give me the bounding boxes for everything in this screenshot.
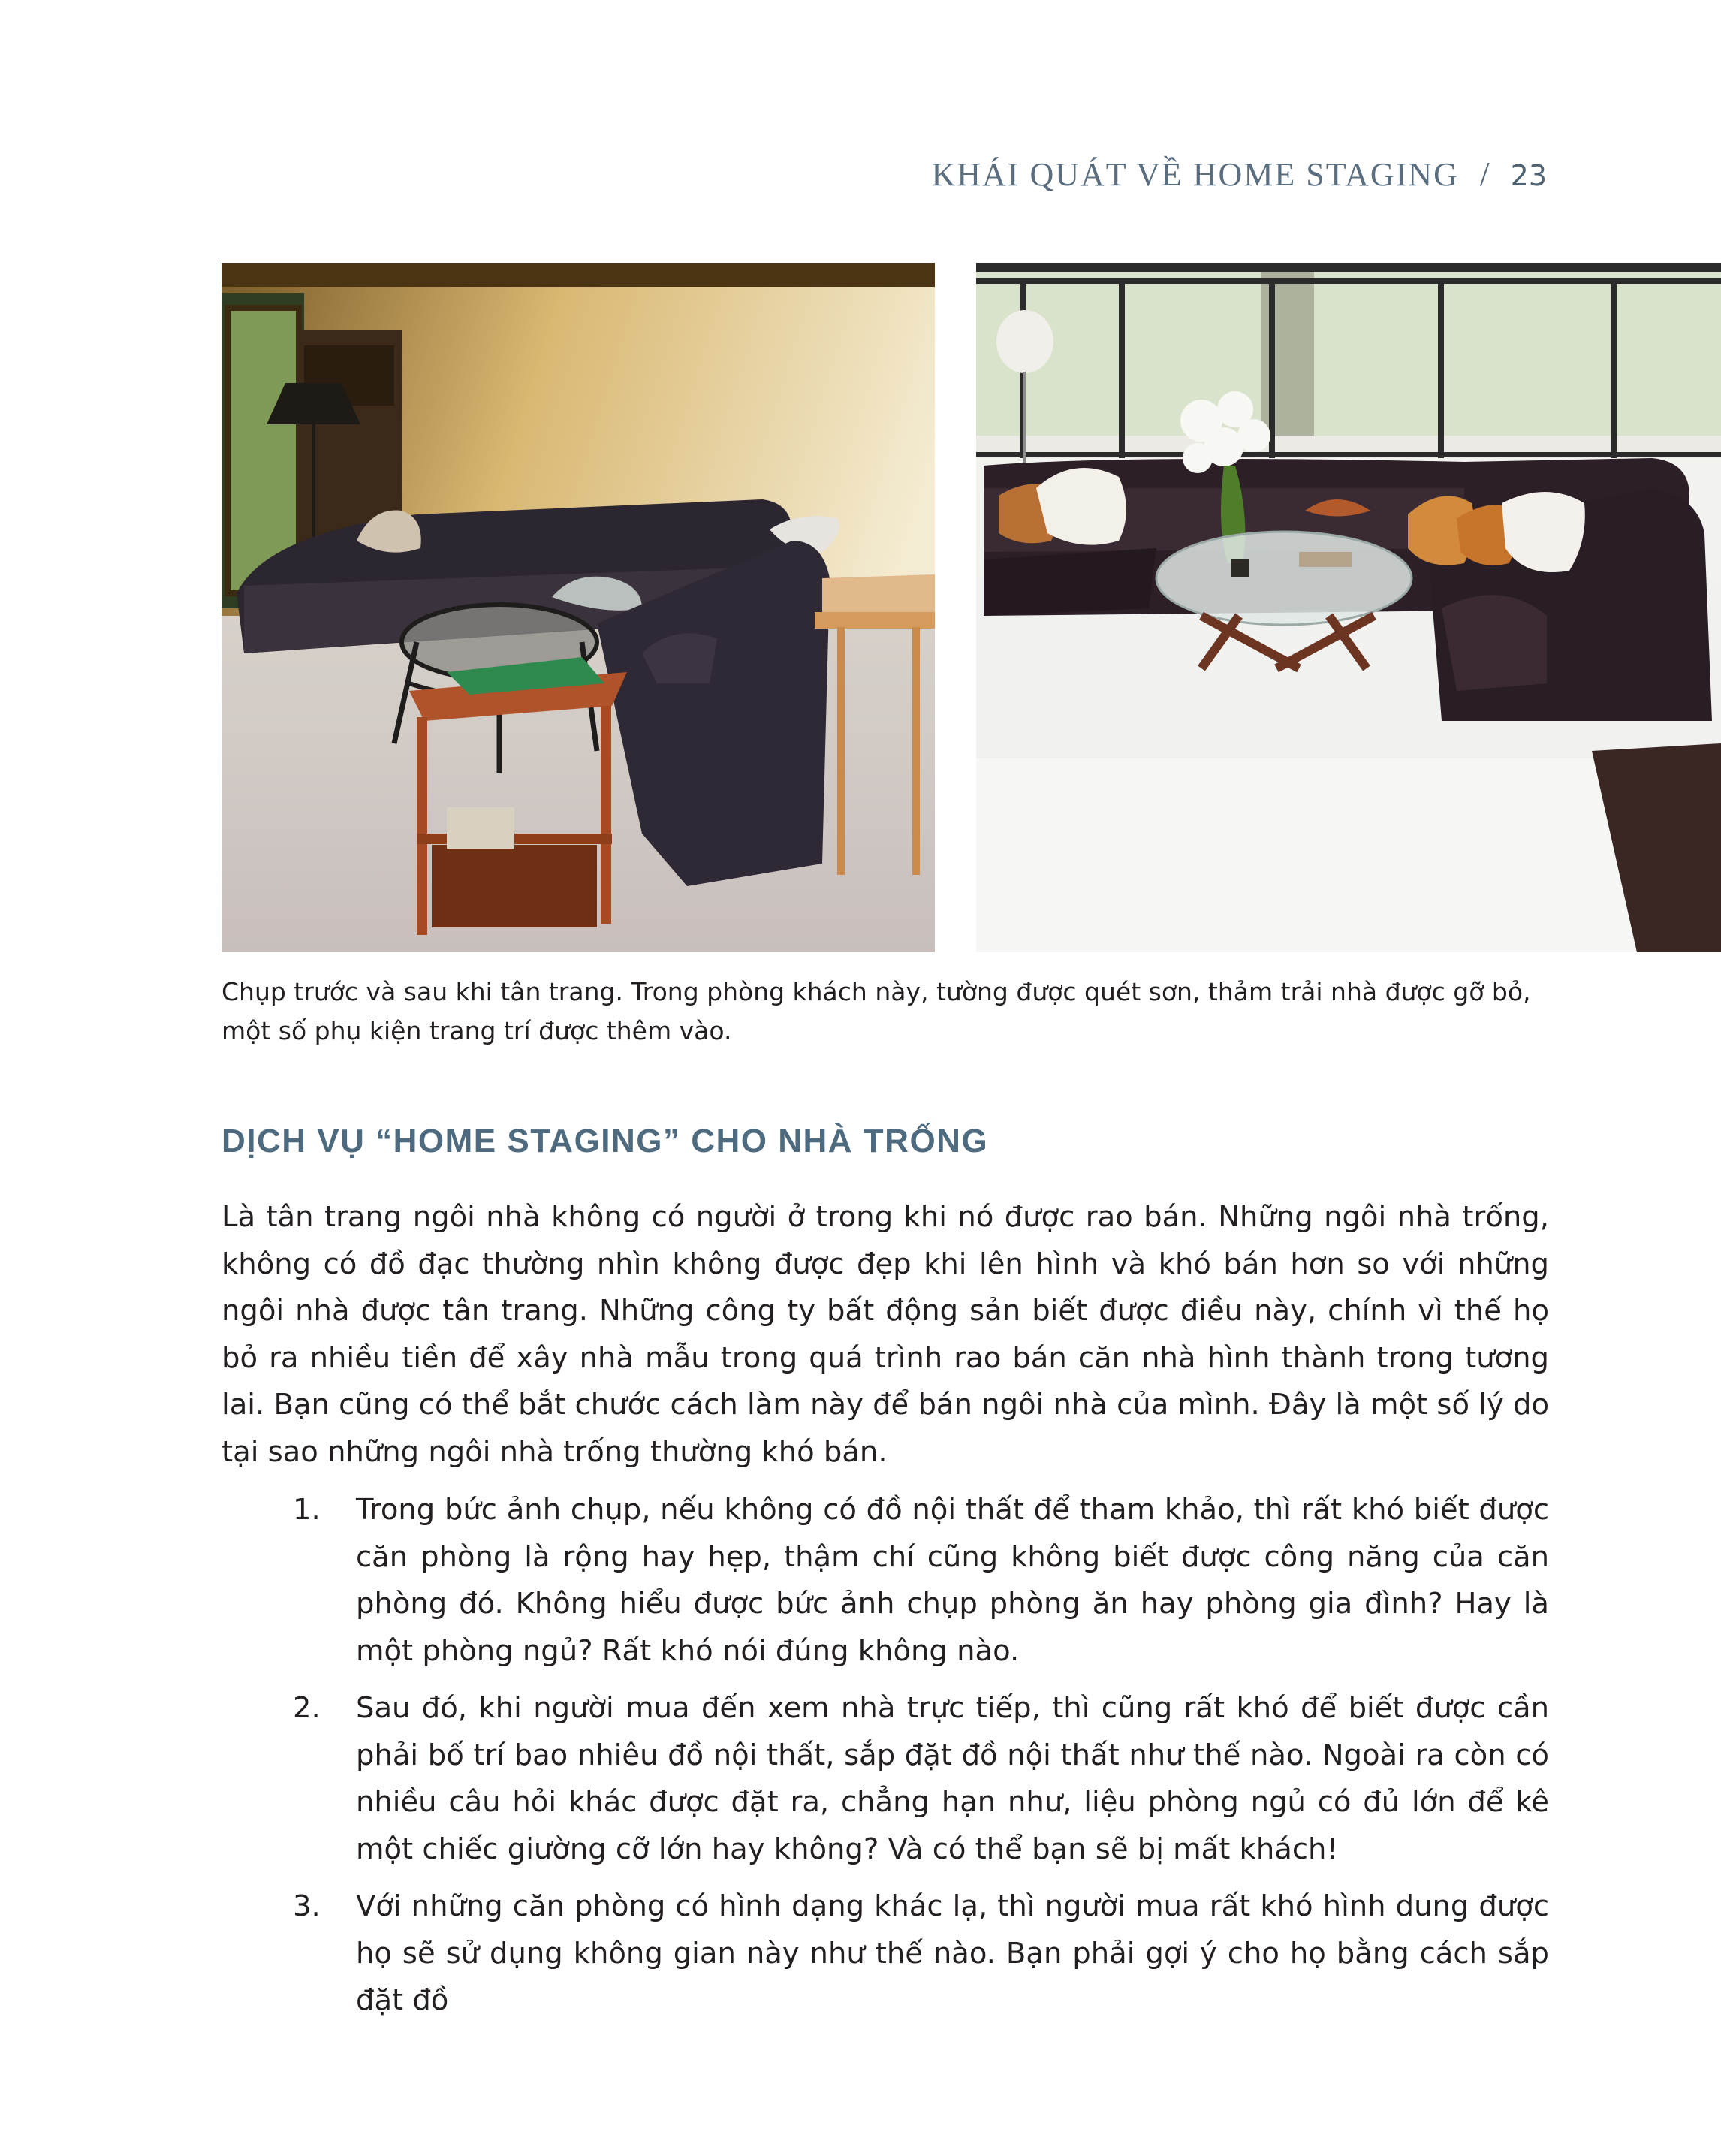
running-head: [931, 154, 1547, 194]
running-head-title: KHÁI QUÁT VỀ HOME STAGING: [931, 156, 1459, 193]
list-item: [293, 1487, 1549, 1675]
list-item-text: Với những căn phòng có hình dạng khác lạ, thì người mua rất khó hình dung được họ sẽ sử dụng không gian này như thế nào. Bạn phải gợi ý cho họ bằng cách sắp đặt đồ: [356, 1889, 1549, 2017]
living-room-before-illustration: [222, 263, 935, 952]
list-item-number: 1.: [293, 1493, 321, 1527]
photo-after-renovation: [976, 263, 1721, 952]
body-paragraph: Là tân trang ngôi nhà không có người ở trong khi nó được rao bán. Những ngôi nhà trống, không có đồ đạc thường nhìn không được đẹp khi lên hình và khó bán hơn so với những ngôi nhà được tân trang. Những công ty bất động sản biết được điều này, chính vì thế họ bỏ ra nhiều tiền để xây nhà mẫu trong quá trình rao bán căn nhà hình thành trong tương lai. Bạn cũng có thể bắt chước cách làm này để bán ngôi nhà của mình. Đây là một số lý do tại sao những ngôi nhà trống thường khó bán.: [222, 1200, 1549, 1469]
living-room-after-illustration: [976, 263, 1721, 952]
list-item: [293, 1883, 1549, 2025]
page-number: 23: [1510, 159, 1547, 192]
list-item-number: 3.: [293, 1889, 321, 1923]
photo-caption: Chụp trước và sau khi tân trang. Trong phòng khách này, tường được quét sơn, thảm trải nhà được gỡ bỏ, một số phụ kiện trang trí được thêm vào.: [222, 977, 1531, 1045]
list-item: [293, 1685, 1549, 1873]
running-head-separator: /: [1479, 155, 1490, 193]
list-item-text: Trong bức ảnh chụp, nếu không có đồ nội thất để tham khảo, thì rất khó biết được căn phòng là rộng hay hẹp, thậm chí cũng không biết được công năng của căn phòng đó. Không hiểu được bức ảnh chụp phòng ăn hay phòng gia đình? Hay là một phòng ngủ? Rất khó nói đúng không nào.: [356, 1493, 1549, 1668]
list-item-number: 2.: [293, 1691, 321, 1725]
section-heading: DỊCH VỤ “HOME STAGING” CHO NHÀ TRỐNG: [222, 1123, 989, 1159]
reasons-list: [293, 1487, 1549, 2035]
list-item-text: Sau đó, khi người mua đến xem nhà trực tiếp, thì cũng rất khó để biết được cần phải bố trí bao nhiêu đồ nội thất, sắp đặt đồ nội thất như thế nào. Ngoài ra còn có nhiều câu hỏi khác được đặt ra, chẳng hạn như, liệu phòng ngủ có đủ lớn để kê một chiếc giường cỡ lớn hay không? Và có thể bạn sẽ bị mất khách!: [356, 1691, 1549, 1866]
photo-before-renovation: [222, 263, 935, 952]
